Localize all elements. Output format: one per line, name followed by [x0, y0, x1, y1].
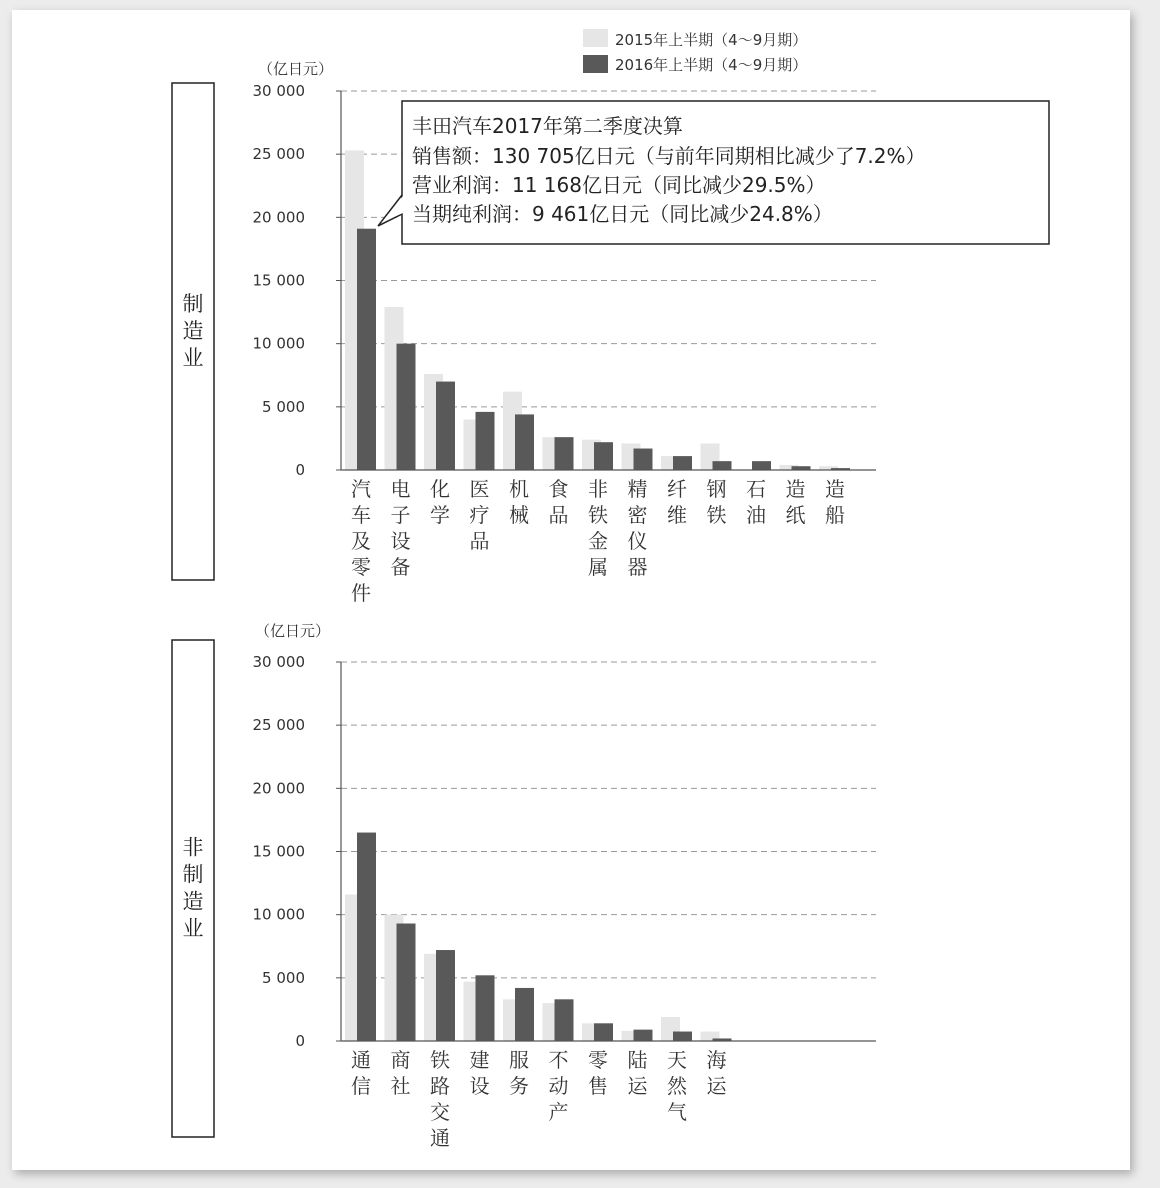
bar-2016 [555, 999, 574, 1041]
bar-2016 [594, 442, 613, 470]
category-label-char: 食 [548, 477, 569, 501]
category-label-char: 纤 [667, 477, 687, 501]
category-label-char: 商 [390, 1048, 411, 1072]
category-label-char: 车 [351, 503, 371, 527]
y-tick-label: 15 000 [252, 271, 305, 290]
bar-2016 [436, 382, 455, 470]
category-label-char: 陆 [627, 1048, 648, 1072]
bar-2016 [594, 1023, 613, 1041]
category-label-char: 运 [627, 1074, 648, 1098]
category-label-char: 化 [430, 477, 450, 501]
category-label-char: 路 [430, 1074, 450, 1098]
category-label-char: 铁 [588, 503, 608, 527]
category-label-char: 备 [390, 555, 411, 579]
bar-2016 [357, 833, 376, 1041]
annotation-net-profit: 当期纯利润：9 461亿日元（同比减少24.8%） [412, 202, 833, 226]
category-label-char: 动 [548, 1074, 569, 1098]
bar-2016 [555, 437, 574, 470]
category-label-char: 运 [706, 1074, 727, 1098]
y-tick-label: 10 000 [252, 334, 305, 353]
category-label-char: 通 [351, 1048, 371, 1072]
category-label-char: 然 [667, 1074, 687, 1098]
category-label-char: 品 [469, 529, 490, 553]
section-label-char: 业 [182, 916, 204, 941]
category-label-char: 疗 [469, 503, 490, 527]
bar-2016 [476, 975, 495, 1041]
legend-label-2016: 2016年上半期（4～9月期） [615, 56, 808, 74]
bar-2016 [515, 988, 534, 1041]
bar-2016 [436, 950, 455, 1041]
category-label-char: 产 [548, 1100, 569, 1124]
category-label-char: 铁 [430, 1048, 450, 1072]
section-label-char: 造 [182, 319, 204, 343]
category-label-char: 品 [548, 503, 569, 527]
annotation-title: 丰田汽车2017年第二季度决算 [412, 114, 683, 138]
category-label-char: 械 [509, 503, 529, 527]
y-tick-label: 20 000 [252, 779, 305, 798]
category-label-char: 船 [825, 503, 845, 527]
category-label-char: 建 [469, 1048, 490, 1072]
category-label-char: 设 [390, 529, 411, 553]
y-tick-label: 25 000 [252, 145, 305, 164]
category-label-char: 造 [825, 477, 845, 501]
category-label-char: 零 [351, 555, 371, 579]
category-label-char: 钢 [706, 477, 727, 501]
annotation-sales: 销售额：130 705亿日元（与前年同期相比减少了7.2%） [412, 144, 926, 168]
category-label-char: 电 [390, 477, 411, 501]
unit-label-manufacturing: （亿日元） [258, 60, 334, 78]
category-label-char: 密 [627, 503, 648, 527]
category-label-char: 学 [430, 503, 450, 527]
bar-2016 [634, 449, 653, 470]
legend-swatch-2016 [583, 55, 608, 73]
category-label-char: 属 [588, 555, 608, 579]
y-tick-label: 30 000 [252, 82, 305, 100]
bar-2016 [515, 414, 534, 470]
category-label-char: 服 [509, 1048, 529, 1072]
category-label-char: 售 [588, 1074, 608, 1098]
category-label-char: 器 [627, 555, 648, 579]
category-label-char: 金 [588, 529, 608, 553]
category-label-char: 件 [351, 581, 371, 605]
y-tick-label: 10 000 [252, 905, 305, 924]
category-label-char: 非 [588, 477, 608, 501]
legend-swatch-2015 [583, 29, 608, 47]
y-tick-label: 0 [295, 1032, 305, 1050]
y-tick-label: 30 000 [252, 653, 305, 671]
category-label-char: 造 [785, 477, 806, 501]
y-tick-label: 15 000 [252, 842, 305, 861]
bar-2016 [397, 924, 416, 1041]
y-tick-label: 20 000 [252, 208, 305, 227]
bar-2016 [634, 1030, 653, 1041]
section-label-char: 非 [182, 835, 204, 860]
category-label-char: 机 [509, 477, 529, 501]
category-label-char: 天 [667, 1048, 687, 1072]
category-label-char: 通 [430, 1126, 450, 1150]
bar-2016 [752, 461, 771, 470]
annotation-callout [378, 101, 1049, 244]
category-label-char: 零 [588, 1048, 608, 1072]
section-label-char: 制 [182, 862, 204, 887]
y-tick-label: 5 000 [262, 968, 305, 987]
y-tick-label: 25 000 [252, 716, 305, 735]
unit-label-nonmanufacturing: （亿日元） [255, 622, 331, 640]
section-label-char: 业 [182, 346, 204, 370]
category-label-char: 气 [667, 1100, 687, 1124]
section-label-char: 造 [182, 889, 204, 914]
bar-2016 [476, 412, 495, 470]
category-label-char: 汽 [351, 477, 371, 501]
category-label-char: 交 [430, 1100, 450, 1124]
category-label-char: 精 [627, 477, 648, 501]
category-label-char: 不 [548, 1048, 569, 1072]
category-label-char: 海 [706, 1048, 727, 1072]
category-label-char: 铁 [706, 503, 727, 527]
bar-2016 [673, 1032, 692, 1041]
y-tick-label: 0 [295, 461, 305, 479]
category-label-char: 设 [469, 1074, 490, 1098]
category-label-char: 子 [390, 503, 411, 527]
annotation-operating-profit: 营业利润：11 168亿日元（同比减少29.5%） [412, 173, 826, 197]
section-label-char: 制 [182, 292, 204, 316]
category-label-char: 仪 [627, 529, 648, 553]
category-label-char: 社 [390, 1074, 411, 1098]
legend [583, 29, 807, 74]
bar-2016 [713, 461, 732, 470]
bar-2016 [357, 229, 376, 470]
bar-2016 [397, 344, 416, 470]
category-label-char: 医 [469, 477, 490, 501]
y-tick-label: 5 000 [262, 397, 305, 416]
category-label-char: 维 [667, 503, 687, 527]
category-label-char: 油 [746, 503, 766, 527]
legend-label-2015: 2015年上半期（4～9月期） [615, 31, 808, 49]
category-label-char: 务 [509, 1074, 529, 1098]
category-label-char: 石 [746, 477, 766, 501]
section-box-nonmanufacturing [172, 640, 214, 1137]
category-label-char: 及 [351, 529, 371, 553]
bar-2016 [673, 456, 692, 470]
category-label-char: 纸 [785, 503, 806, 527]
category-label-char: 信 [351, 1074, 371, 1098]
